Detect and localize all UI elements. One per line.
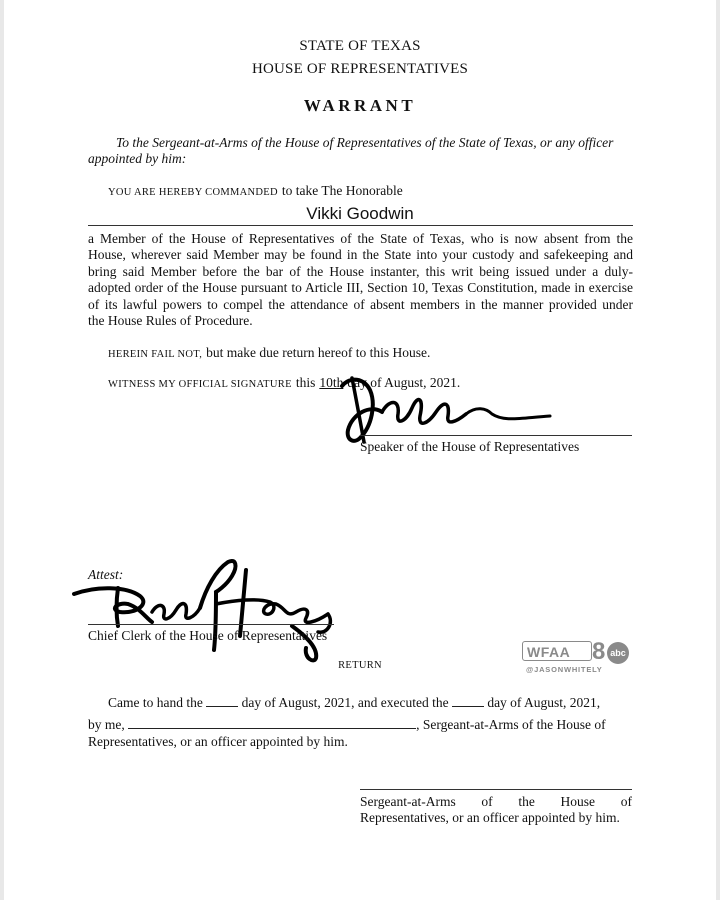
watermark-network: abc [610, 648, 626, 658]
sergeant-caption-line-1 [360, 794, 632, 810]
return-text: , Sergeant-at-Arms of the House of [416, 717, 606, 732]
witness-prefix: WITNESS MY OFFICIAL SIGNATURE [108, 379, 292, 390]
chief-clerk-signature-rule [88, 624, 334, 625]
member-name: Vikki Goodwin [306, 204, 414, 223]
return-text: Came to hand the [108, 695, 203, 710]
command-suffix: to take The Honorable [281, 183, 403, 198]
blank-officer-name [128, 716, 416, 729]
watermark-station: WFAA [522, 641, 592, 661]
command-line [108, 182, 403, 200]
header-state: STATE OF TEXAS [299, 38, 421, 54]
herein-suffix: but make due return hereof to this House. [206, 345, 431, 360]
body-line: a Member of the House of Representatives of the State of Texas, who is now absent from the [88, 231, 633, 246]
blank-day-received [206, 694, 238, 707]
return-text: day of August, 2021, [487, 695, 601, 710]
witness-this: this [295, 375, 316, 390]
speaker-signature [320, 368, 570, 448]
blank-day-executed [452, 694, 484, 707]
command-prefix: YOU ARE HEREBY COMMANDED [108, 187, 278, 198]
return-title: RETURN [338, 660, 382, 671]
sergeant-caption-line-2: Representatives, or an officer appointed by him. [360, 810, 620, 825]
document-title: WARRANT [303, 96, 417, 115]
body-line: the House Rules of Procedure. [88, 312, 253, 328]
return-text: by me, [88, 717, 125, 732]
caption-word: House [560, 794, 596, 809]
member-name-rule [88, 225, 633, 226]
return-text: day of August, 2021, and executed the [241, 695, 449, 710]
body-line: adopted order of the House pursuant to Article III, Section 10, Texas Constitution, made in exercise [88, 280, 633, 296]
return-line-1 [108, 694, 600, 711]
speaker-caption: Speaker of the House of Representatives [360, 439, 580, 454]
watermark-handle: @JASONWHITELY [526, 665, 603, 674]
attest-label: Attest: [88, 567, 124, 582]
watermark-channel: 8 [592, 638, 606, 665]
caption-word: the [518, 794, 535, 809]
page-edge-right [716, 0, 720, 900]
caption-word: of [620, 794, 632, 809]
caption-word: of [481, 794, 493, 809]
herein-prefix: HEREIN FAIL NOT, [108, 349, 203, 360]
warrant-body [88, 231, 633, 329]
herein-line [108, 344, 430, 362]
witness-rest: day of August, 2021. [347, 375, 461, 390]
chief-clerk-signature [66, 552, 356, 667]
return-line-2 [88, 716, 606, 733]
witness-day: 10th [319, 375, 344, 390]
chief-clerk-caption: Chief Clerk of the House of Representatives [88, 628, 328, 643]
sergeant-signature-rule [360, 789, 632, 790]
body-line: House, wherever said Member may be found in the State into your custody and safekeeping and [88, 247, 633, 263]
return-line-3: Representatives, or an officer appointed by him. [88, 734, 348, 749]
header-house: HOUSE OF REPRESENTATIVES [251, 61, 469, 77]
page-edge-left [0, 0, 4, 900]
address-line-1: To the Sergeant-at-Arms of the House of Representatives of the State of Texas, or any officer [116, 135, 614, 150]
address-line-2: appointed by him: [88, 151, 187, 166]
body-line: of its lawful powers to compel the attendance of absent members in the manner provided under [88, 296, 633, 312]
speaker-signature-rule [360, 435, 632, 436]
body-line: bring said Member before the bar of the House instanter, this writ being issued under a duly- [88, 263, 633, 279]
caption-word: Sergeant-at-Arms [360, 794, 456, 809]
